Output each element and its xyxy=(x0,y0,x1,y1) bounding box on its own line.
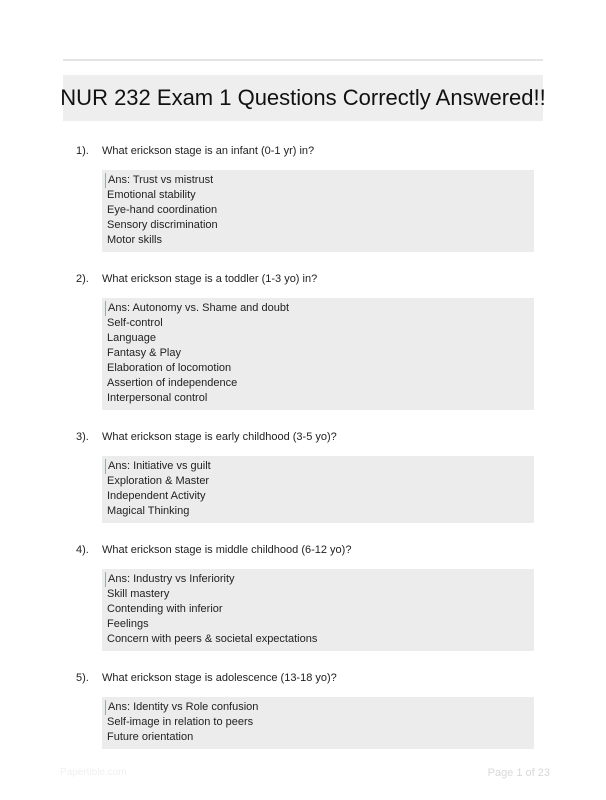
answer-line: Contending with inferior xyxy=(107,603,223,615)
answer-line: Concern with peers & societal expectations xyxy=(107,633,318,645)
answer-line: Emotional stability xyxy=(107,189,196,201)
answer-line: Ans: Trust vs mistrust xyxy=(105,173,534,188)
page-title: NUR 232 Exam 1 Questions Correctly Answered!! xyxy=(60,85,546,110)
answer-line: Magical Thinking xyxy=(107,505,190,517)
answer-line: Self-image in relation to peers xyxy=(107,716,254,728)
answer-box xyxy=(102,456,534,523)
answer-line: Exploration & Master xyxy=(107,475,210,487)
answer-box xyxy=(102,170,534,252)
title-banner xyxy=(60,75,546,121)
answer-line: Ans: Autonomy vs. Shame and doubt xyxy=(105,301,534,316)
answer-line: Sensory discrimination xyxy=(107,219,218,231)
question-number: 1). xyxy=(76,145,89,157)
answer-line: Fantasy & Play xyxy=(107,347,181,359)
top-divider xyxy=(63,59,543,61)
answer-box xyxy=(102,298,534,410)
question-number: 3). xyxy=(76,431,89,443)
answer-line: Elaboration of locomotion xyxy=(107,362,232,374)
answer-line: Self-control xyxy=(107,317,163,329)
answer-line: Language xyxy=(107,332,156,344)
question-number: 5). xyxy=(76,672,89,684)
question-number: 2). xyxy=(76,273,89,285)
answer-box xyxy=(102,569,534,651)
answer-box xyxy=(102,697,534,749)
answer-line: Eye-hand coordination xyxy=(107,204,218,216)
page-number: Page 1 of 23 xyxy=(487,767,550,779)
answer-line: Ans: Initiative vs guilt xyxy=(105,459,534,474)
answer-line: Skill mastery xyxy=(107,588,170,600)
answer-line: Assertion of independence xyxy=(107,377,238,389)
answer-line: Interpersonal control xyxy=(107,392,208,404)
footer-site: Papertible.com xyxy=(60,767,127,778)
answer-line: Independent Activity xyxy=(107,490,206,502)
question-text: What erickson stage is middle childhood (6-12 yo)? xyxy=(102,544,352,556)
answer-line: Ans: Industry vs Inferiority xyxy=(105,572,534,587)
answer-line: Future orientation xyxy=(107,731,194,743)
answer-line: Ans: Identity vs Role confusion xyxy=(105,700,534,715)
question-text: What erickson stage is early childhood (3-5 yo)? xyxy=(102,431,337,443)
answer-line: Feelings xyxy=(107,618,149,630)
question-text: What erickson stage is an infant (0-1 yr) in? xyxy=(102,145,315,157)
answer-line: Motor skills xyxy=(107,234,163,246)
question-number: 4). xyxy=(76,544,89,556)
question-text: What erickson stage is a toddler (1-3 yo) in? xyxy=(102,273,318,285)
question-text: What erickson stage is adolescence (13-18 yo)? xyxy=(102,672,337,684)
